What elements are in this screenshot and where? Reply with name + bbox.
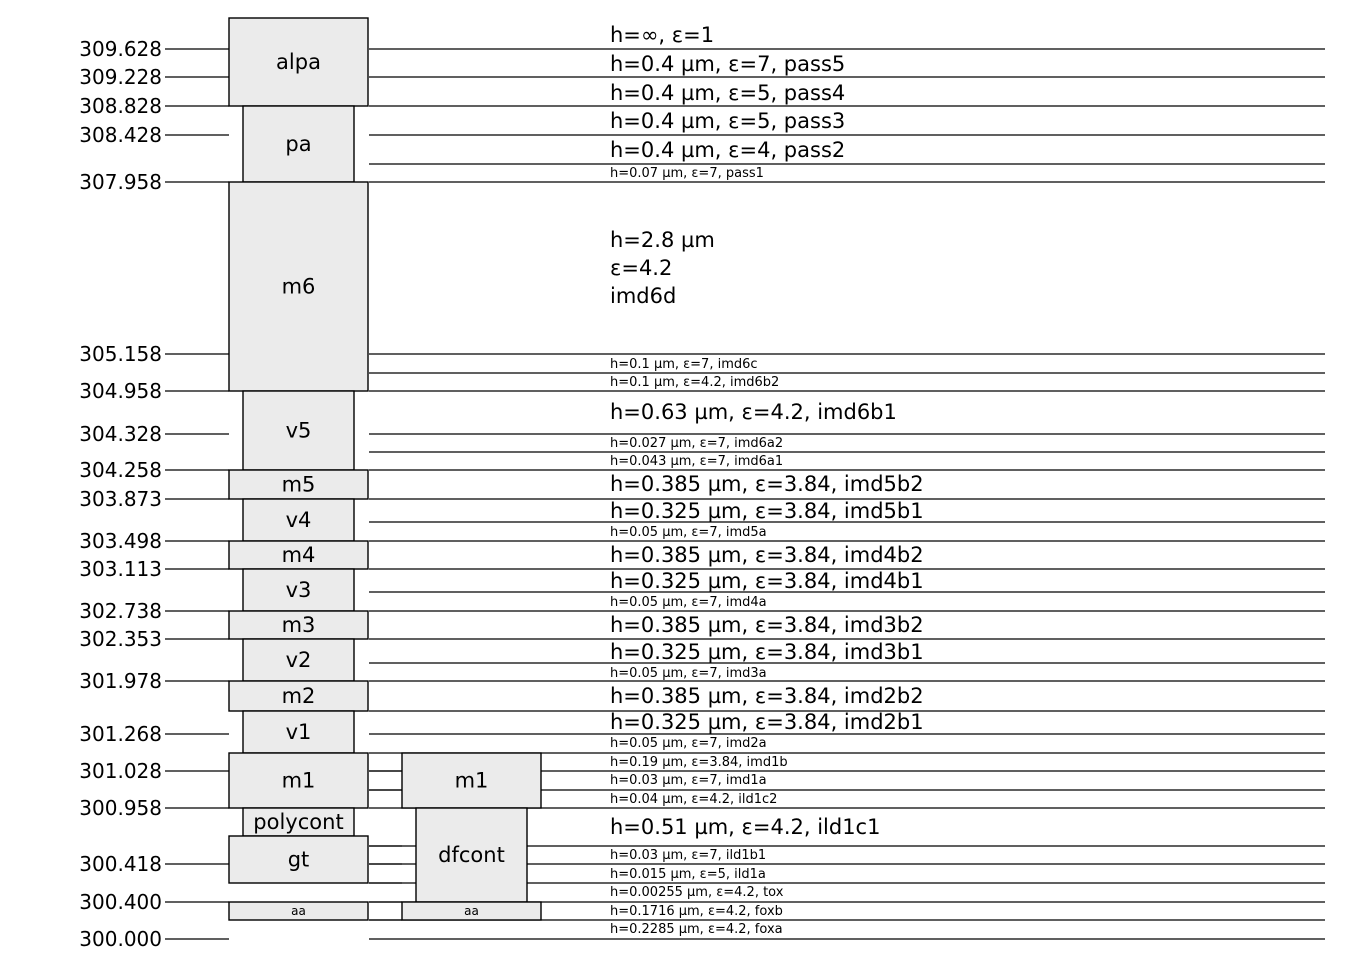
block-label: v3 — [285, 578, 312, 602]
dielectric-layer-label: h=0.385 µm, ε=3.84, imd2b2 — [610, 684, 924, 708]
elevation-label: 304.258 — [79, 458, 162, 482]
dielectric-layer-label: h=0.4 µm, ε=4, pass2 — [610, 138, 846, 162]
elevation-label: 301.268 — [79, 722, 162, 746]
dielectric-layer-label: h=0.05 µm, ε=7, imd2a — [610, 736, 767, 751]
dielectric-layer-label: h=0.51 µm, ε=4.2, ild1c1 — [610, 815, 881, 839]
elevation-label: 303.498 — [79, 529, 162, 553]
elevation-label: 300.400 — [79, 890, 162, 914]
dielectric-layer-label: h=0.07 µm, ε=7, pass1 — [610, 166, 764, 181]
elevation-label: 309.628 — [79, 37, 162, 61]
dielectric-layer-label: h=0.015 µm, ε=5, ild1a — [610, 867, 766, 882]
dielectric-layer-label: h=0.027 µm, ε=7, imd6a2 — [610, 436, 784, 451]
dielectric-layer-label: ε=4.2 — [610, 256, 673, 280]
dielectric-layer-label: h=0.05 µm, ε=7, imd3a — [610, 666, 767, 681]
dielectric-layer-label: h=0.03 µm, ε=7, imd1a — [610, 773, 767, 788]
dielectric-layer-label: h=0.1 µm, ε=7, imd6c — [610, 357, 758, 372]
elevation-label: 300.000 — [79, 927, 162, 951]
dielectric-layer-label: h=0.4 µm, ε=5, pass4 — [610, 81, 846, 105]
elevation-label: 301.978 — [79, 669, 162, 693]
dielectric-layer-label: h=0.043 µm, ε=7, imd6a1 — [610, 454, 784, 469]
dielectric-layer-label: h=0.325 µm, ε=3.84, imd3b1 — [610, 640, 924, 664]
dielectric-layer-label: h=0.325 µm, ε=3.84, imd2b1 — [610, 710, 924, 734]
dielectric-layer-label: h=0.1 µm, ε=4.2, imd6b2 — [610, 375, 780, 390]
block-label: m6 — [281, 274, 316, 299]
dielectric-layer-label: h=0.4 µm, ε=5, pass3 — [610, 109, 846, 133]
elevation-label: 300.418 — [79, 852, 162, 876]
elevation-label: 304.958 — [79, 379, 162, 403]
elevation-label: 303.873 — [79, 487, 162, 511]
dielectric-layer-label: h=0.00255 µm, ε=4.2, tox — [610, 885, 784, 900]
dielectric-layer-label: h=0.385 µm, ε=3.84, imd3b2 — [610, 613, 924, 637]
block-label: pa — [285, 132, 312, 156]
block-label: alpa — [276, 50, 321, 74]
block-label: gt — [287, 847, 310, 872]
block-label: m1 — [281, 768, 316, 793]
elevation-label: 308.428 — [79, 123, 162, 147]
elevation-label: 304.328 — [79, 422, 162, 446]
elevation-label: 307.958 — [79, 170, 162, 194]
dielectric-layer-label: h=0.385 µm, ε=3.84, imd5b2 — [610, 472, 924, 496]
block-label: m1 — [454, 768, 489, 793]
block-label: v2 — [285, 648, 312, 672]
elevation-label: 301.028 — [79, 759, 162, 783]
dielectric-layer-label: h=0.325 µm, ε=3.84, imd5b1 — [610, 499, 924, 523]
dielectric-layer-label: imd6d — [610, 284, 677, 308]
block-label: polycont — [253, 810, 344, 834]
block-label: m3 — [281, 613, 316, 637]
dielectric-layer-label: h=0.1716 µm, ε=4.2, foxb — [610, 904, 783, 919]
block-label: v5 — [285, 418, 312, 443]
dielectric-layer-label: h=0.325 µm, ε=3.84, imd4b1 — [610, 569, 924, 593]
dielectric-layer-label: h=0.2285 µm, ε=4.2, foxa — [610, 922, 783, 937]
block-label: aa — [291, 904, 306, 918]
dielectric-layer-label: h=0.04 µm, ε=4.2, ild1c2 — [610, 792, 778, 807]
block-label: dfcont — [438, 843, 505, 867]
elevation-label: 303.113 — [79, 557, 162, 581]
block-label: v1 — [285, 720, 312, 744]
dielectric-layer-label: h=0.385 µm, ε=3.84, imd4b2 — [610, 543, 924, 567]
elevation-label: 302.353 — [79, 627, 162, 651]
block-label: v4 — [285, 508, 312, 532]
elevation-label: 309.228 — [79, 65, 162, 89]
block-label: m2 — [281, 684, 316, 708]
dielectric-layer-label: h=0.63 µm, ε=4.2, imd6b1 — [610, 400, 897, 424]
dielectric-layer-label: h=0.4 µm, ε=7, pass5 — [610, 52, 846, 76]
dielectric-layer-label: h=0.19 µm, ε=3.84, imd1b — [610, 755, 788, 770]
block-label: m5 — [281, 472, 316, 497]
dielectric-layer-label: h=0.05 µm, ε=7, imd4a — [610, 595, 767, 610]
dielectric-layer-label: h=2.8 µm — [610, 228, 715, 252]
elevation-label: 305.158 — [79, 342, 162, 366]
block-label: aa — [464, 904, 479, 918]
block-label: m4 — [281, 543, 316, 567]
elevation-label: 308.828 — [79, 94, 162, 118]
dielectric-layer-label: h=0.05 µm, ε=7, imd5a — [610, 525, 767, 540]
dielectric-layer-label: h=∞, ε=1 — [610, 23, 715, 47]
elevation-label: 300.958 — [79, 796, 162, 820]
elevation-label: 302.738 — [79, 599, 162, 623]
dielectric-layer-label: h=0.03 µm, ε=7, ild1b1 — [610, 848, 767, 863]
